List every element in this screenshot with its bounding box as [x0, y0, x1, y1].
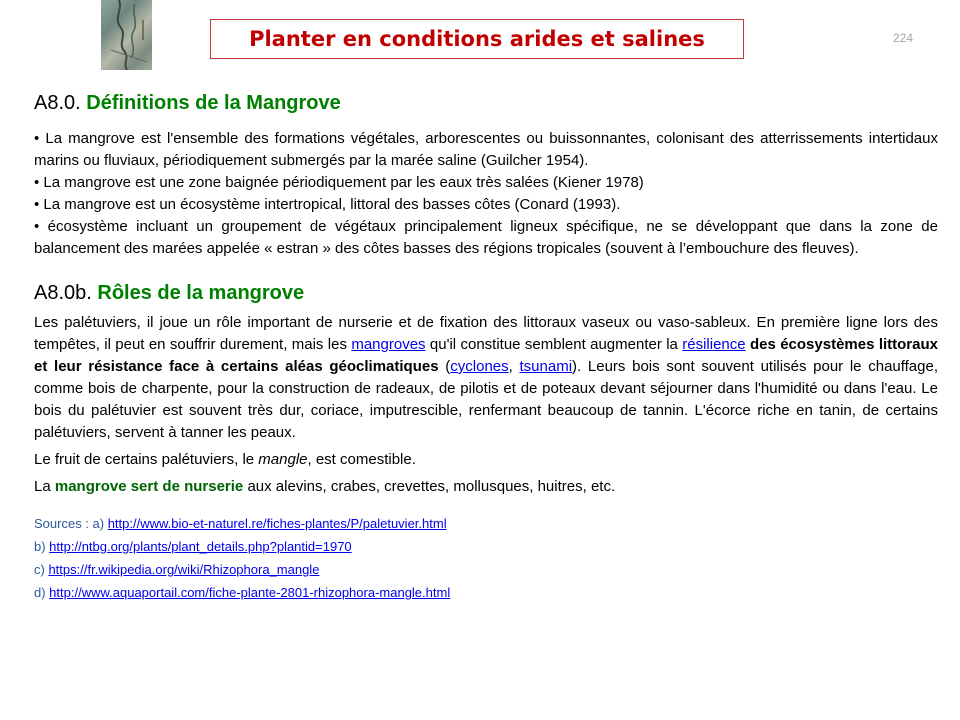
source-link[interactable]: http://www.bio-et-naturel.re/fiches-plantes/P/paletuvier.html	[107, 516, 447, 531]
page-number: 224	[893, 31, 914, 45]
text-run: aux alevins, crabes, crevettes, mollusques, huitres, etc.	[243, 478, 616, 495]
text-run: ,	[508, 358, 520, 375]
source-link[interactable]: https://fr.wikipedia.org/wiki/Rhizophora_mangle	[48, 562, 320, 577]
source-label: b)	[34, 539, 50, 554]
list-item: • La mangrove est un écosystème intertropical, littoral des basses côtes (Conard (1993).	[34, 196, 621, 213]
text-run: Le fruit de certains palétuviers, le	[34, 451, 259, 468]
text-run: , est comestible.	[307, 451, 416, 468]
source-link[interactable]: http://www.aquaportail.com/fiche-plante-2801-rhizophora-mangle.html	[49, 585, 451, 600]
source-item	[34, 539, 938, 555]
list-item: • La mangrove est l'ensemble des formations végétales, arborescentes ou buissonnantes, colonisant des atterrissements intertidaux marins ou fluviaux, périodiquement submergés par la marée saline (Guilcher 1954).	[34, 130, 938, 169]
roles-paragraph	[34, 312, 938, 444]
header-thumbnail-image	[101, 0, 152, 70]
section-prefix: A8.0.	[34, 92, 87, 114]
bold-text-run: mangrove sert de nurserie	[54, 478, 244, 495]
nursery-paragraph	[34, 476, 938, 498]
list-item: • écosystème incluant un groupement de végétaux principalement ligneux spécifique, ne se développant que dans la zone de balancement des marées appelée « estran » des côtes basses des régions tropicales (souvent à l’embouchure des fleuves).	[34, 218, 938, 257]
text-run: (	[438, 358, 451, 375]
section-roles-heading	[34, 280, 938, 306]
fruit-paragraph	[34, 449, 938, 471]
main-content	[34, 90, 938, 608]
text-run: qu'il constitue semblent augmenter la	[425, 336, 683, 353]
section-definitions-heading	[34, 90, 938, 116]
resilience-link[interactable]: résilience	[682, 336, 746, 353]
cyclones-link[interactable]: cyclones	[450, 358, 509, 375]
bold-text-run: des écosystèmes littoraux et leur résistance face à certains aléas géoclimatiques	[34, 336, 938, 375]
italic-text-run: mangle	[258, 451, 308, 468]
source-link[interactable]: http://ntbg.org/plants/plant_details.php?plantid=1970	[49, 539, 352, 554]
list-item: • La mangrove est une zone baignée périodiquement par les eaux très salées (Kiener 1978)	[34, 174, 644, 191]
source-label: d)	[34, 585, 50, 600]
mangroves-link[interactable]: mangroves	[351, 336, 426, 353]
page-title: Planter en conditions arides et salines	[249, 27, 705, 51]
source-item	[34, 562, 938, 578]
roles-body	[34, 312, 938, 498]
tsunami-link[interactable]: tsunami	[519, 358, 573, 375]
section-title: Rôles de la mangrove	[97, 282, 305, 304]
sources-list	[34, 516, 938, 601]
text-run: ). Leurs bois sont souvent utilisés pour le chauffage, comme bois de charpente, pour la construction de radeaux, de pilotis et de poteaux devant séjourner dans l'humidité ou dans l'eau. Le bois du palétuvier est souvent très dur, coriace, imputrescible, renfermant beaucoup de tannin. L'écorce riche en tanin, de certains palétuviers, servent à tanner les peaux.	[34, 358, 939, 441]
section-title: Définitions de la Mangrove	[86, 92, 341, 114]
text-run: Les palétuviers, il joue un rôle important de nurserie et de fixation des littoraux vaseux ou vaso-sableux. En première ligne lors des tempêtes, il peut en souffrir durement, mais les	[34, 314, 938, 353]
text-run: La	[34, 478, 55, 495]
source-label: c)	[34, 562, 49, 577]
page-title-box	[210, 19, 744, 59]
definitions-list	[34, 128, 938, 260]
source-item	[34, 585, 938, 601]
source-item	[34, 516, 938, 532]
source-label: Sources : a)	[34, 516, 108, 531]
section-prefix: A8.0b.	[34, 282, 98, 304]
